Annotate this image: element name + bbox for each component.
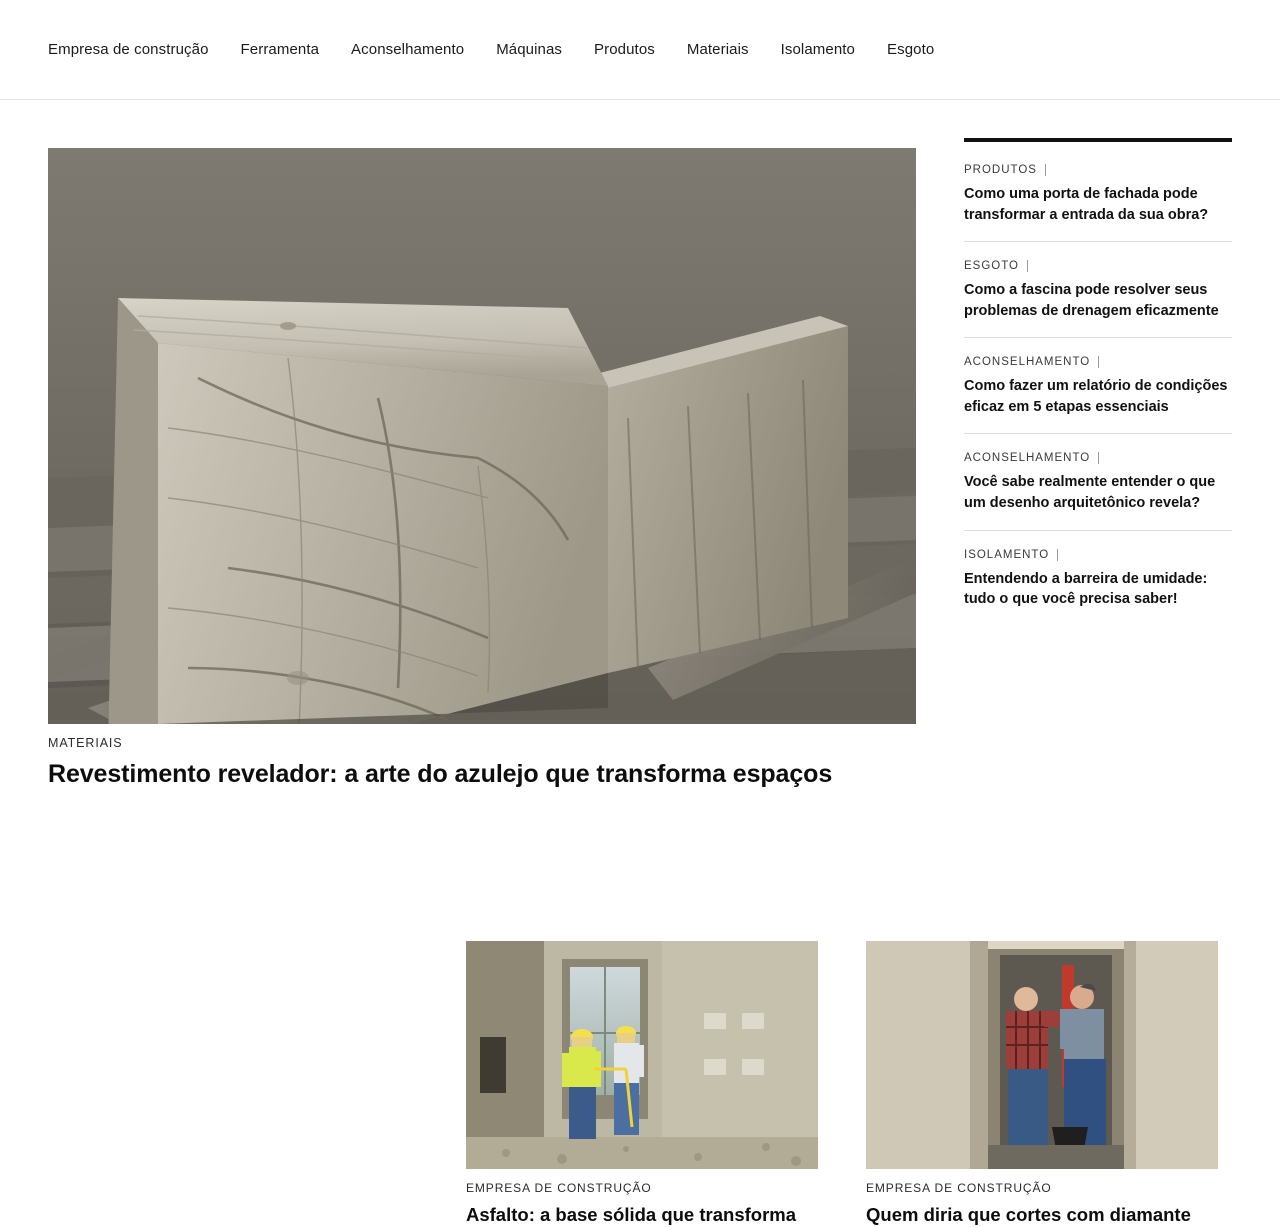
sidebar-item-category[interactable]: ACONSELHAMENTO [964, 452, 1099, 464]
featured-article-category[interactable]: MATERIAIS [48, 736, 123, 750]
nav-item-empresa-de-construcao[interactable]: Empresa de construção [48, 41, 209, 58]
sidebar-list-item[interactable] [964, 256, 1232, 338]
featured-article-image[interactable] [48, 148, 916, 724]
article-card-category[interactable]: EMPRESA DE CONSTRUÇÃO [866, 1180, 1052, 1195]
sidebar-item-title[interactable]: Como a fascina pode resolver seus problemas de drenagem eficazmente [964, 282, 1219, 319]
article-card-title[interactable]: Quem diria que cortes com diamante [866, 1203, 1191, 1225]
article-card-category[interactable]: EMPRESA DE CONSTRUÇÃO [466, 1180, 652, 1195]
sidebar-item-category[interactable]: PRODUTOS [964, 164, 1046, 176]
sidebar-item-title[interactable]: Como uma porta de fachada pode transformar a entrada da sua obra? [964, 186, 1209, 223]
sidebar-item-category[interactable]: ISOLAMENTO [964, 549, 1058, 561]
nav-list [48, 35, 950, 64]
nav-item-maquinas[interactable]: Máquinas [496, 41, 563, 58]
main-navigation [0, 0, 1280, 100]
article-card-image[interactable] [866, 941, 1218, 1169]
article-card-title[interactable]: Asfalto: a base sólida que transforma [466, 1203, 797, 1225]
nav-item-esgoto[interactable]: Esgoto [887, 41, 935, 58]
card-row-spacer [48, 941, 418, 1227]
sidebar-list-item[interactable] [964, 160, 1232, 242]
featured-article-column [48, 100, 916, 791]
article-card[interactable] [466, 941, 818, 1227]
article-card-row [0, 941, 1280, 1227]
article-card-image[interactable] [466, 941, 818, 1169]
sidebar-list-item[interactable] [964, 352, 1232, 434]
sidebar-item-title[interactable]: Como fazer um relatório de condições eficaz em 5 etapas essenciais [964, 378, 1228, 415]
sidebar-item-category[interactable]: ESGOTO [964, 260, 1028, 272]
sidebar-article-list [964, 100, 1232, 640]
featured-article-title[interactable]: Revestimento revelador: a arte do azulejo que transforma espaços [48, 760, 833, 788]
nav-item-aconselhamento[interactable]: Aconselhamento [351, 41, 465, 58]
sidebar-item-title[interactable]: Você sabe realmente entender o que um desenho arquitetônico revela? [964, 474, 1216, 512]
article-card[interactable] [866, 941, 1218, 1227]
sidebar-list-item[interactable] [964, 448, 1232, 530]
sidebar-item-title[interactable]: Entendendo a barreira de umidade: tudo o que você precisa saber! [964, 570, 1208, 608]
nav-item-ferramenta[interactable]: Ferramenta [240, 41, 320, 58]
nav-item-materiais[interactable]: Materiais [686, 41, 749, 58]
sidebar-list-item[interactable] [964, 545, 1232, 626]
nav-item-isolamento[interactable]: Isolamento [780, 41, 855, 58]
nav-item-produtos[interactable]: Produtos [594, 41, 655, 58]
sidebar-top-rule [964, 138, 1232, 142]
page-content [0, 100, 1280, 791]
sidebar-item-category[interactable]: ACONSELHAMENTO [964, 356, 1099, 368]
